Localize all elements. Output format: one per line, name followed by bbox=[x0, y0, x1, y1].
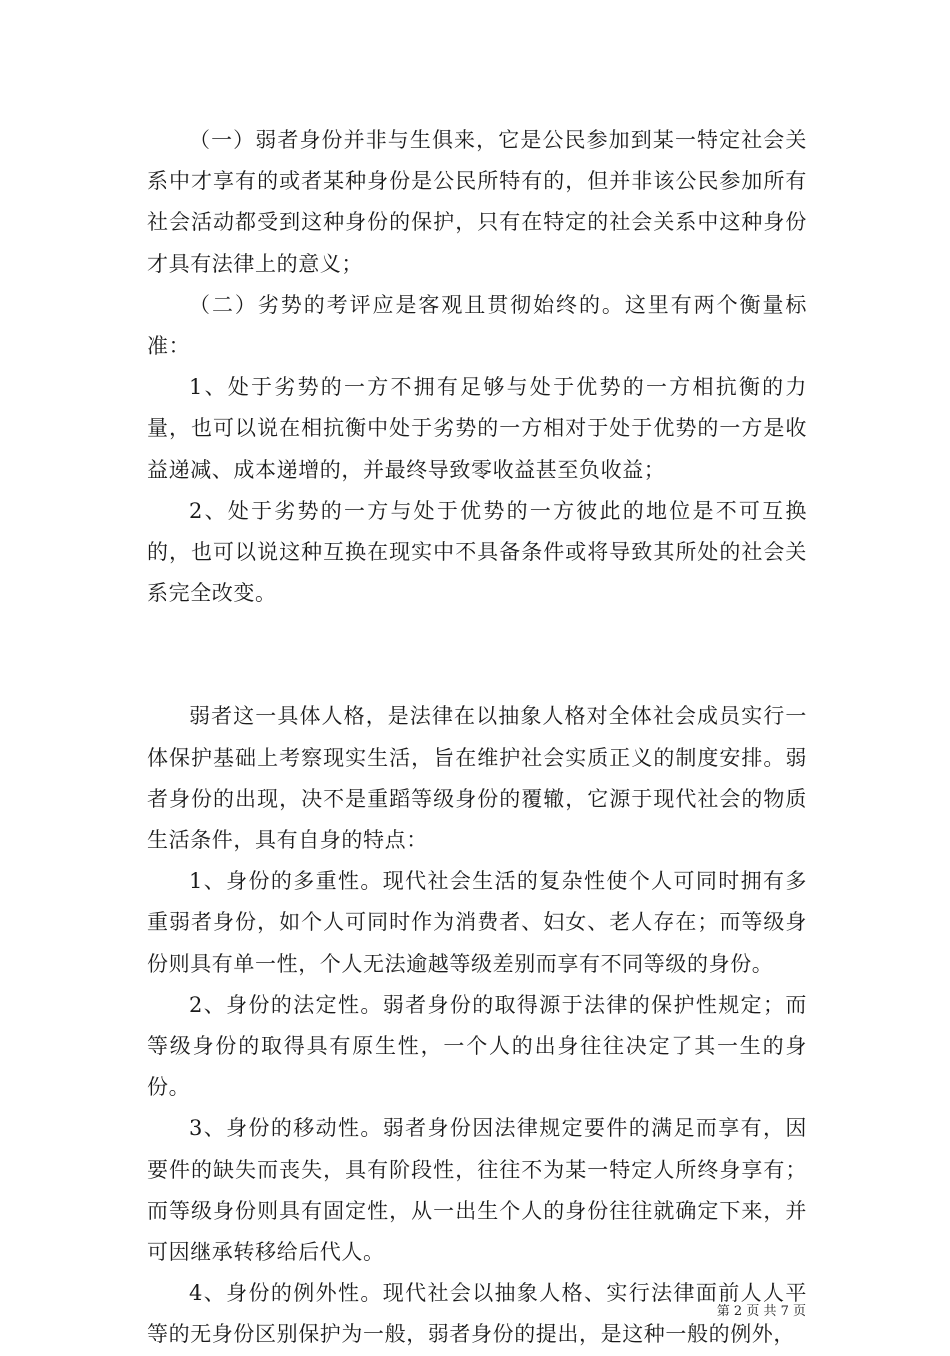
paragraph-7: 2、身份的法定性。弱者身份的取得源于法律的保护性规定；而等级身份的取得具有原生性，一个人的出身往往决定了其一生的身份。 bbox=[147, 992, 807, 1100]
document-page bbox=[147, 120, 807, 1356]
paragraph-5: 弱者这一具体人格，是法律在以抽象人格对全体社会成员实行一体保护基础上考察现实生活，旨在维护社会实质正义的制度安排。弱者身份的出现，决不是重蹈等级身份的覆辙，它源于现代社会的物质生活条件，具有自身的特点： bbox=[147, 704, 807, 853]
paragraph-8: 3、身份的移动性。弱者身份因法律规定要件的满足而享有，因要件的缺失而丧失，具有阶段性，往往不为某一特定人所终身享有；而等级身份则具有固定性，从一出生个人的身份往往就确定下来，并可因继承转移给后代人。 bbox=[147, 1116, 807, 1265]
paragraph-2: （二）劣势的考评应是客观且贯彻始终的。这里有两个衡量标准： bbox=[147, 292, 807, 359]
paragraph-1: （一）弱者身份并非与生俱来，它是公民参加到某一特定社会关系中才享有的或者某种身份是公民所特有的，但并非该公民参加所有社会活动都受到这种身份的保护，只有在特定的社会关系中这种身份才具有法律上的意义； bbox=[147, 128, 807, 276]
paragraph-3: 1、处于劣势的一方不拥有足够与处于优势的一方相抗衡的力量，也可以说在相抗衡中处于劣势的一方相对于处于优势的一方是收益递减、成本递增的，并最终导致零收益甚至负收益； bbox=[147, 375, 807, 482]
paragraph-9: 4、身份的例外性。现代社会以抽象人格、实行法律面前人人平等的无身份区别保护为一般，弱者身份的提出，是这种一般的例外， bbox=[147, 1281, 807, 1347]
paragraph-6: 1、身份的多重性。现代社会生活的复杂性使个人可同时拥有多重弱者身份，如个人可同时作为消费者、妇女、老人存在；而等级身份则具有单一性，个人无法逾越等级差别而享有不同等级的身份。 bbox=[147, 869, 807, 976]
page-number-footer: 第 2 页 共 7 页 bbox=[716, 1304, 806, 1319]
section-gap bbox=[147, 614, 807, 696]
paragraph-4: 2、处于劣势的一方与处于优势的一方彼此的地位是不可互换的，也可以说这种互换在现实中不具备条件或将导致其所处的社会关系完全改变。 bbox=[147, 498, 807, 606]
